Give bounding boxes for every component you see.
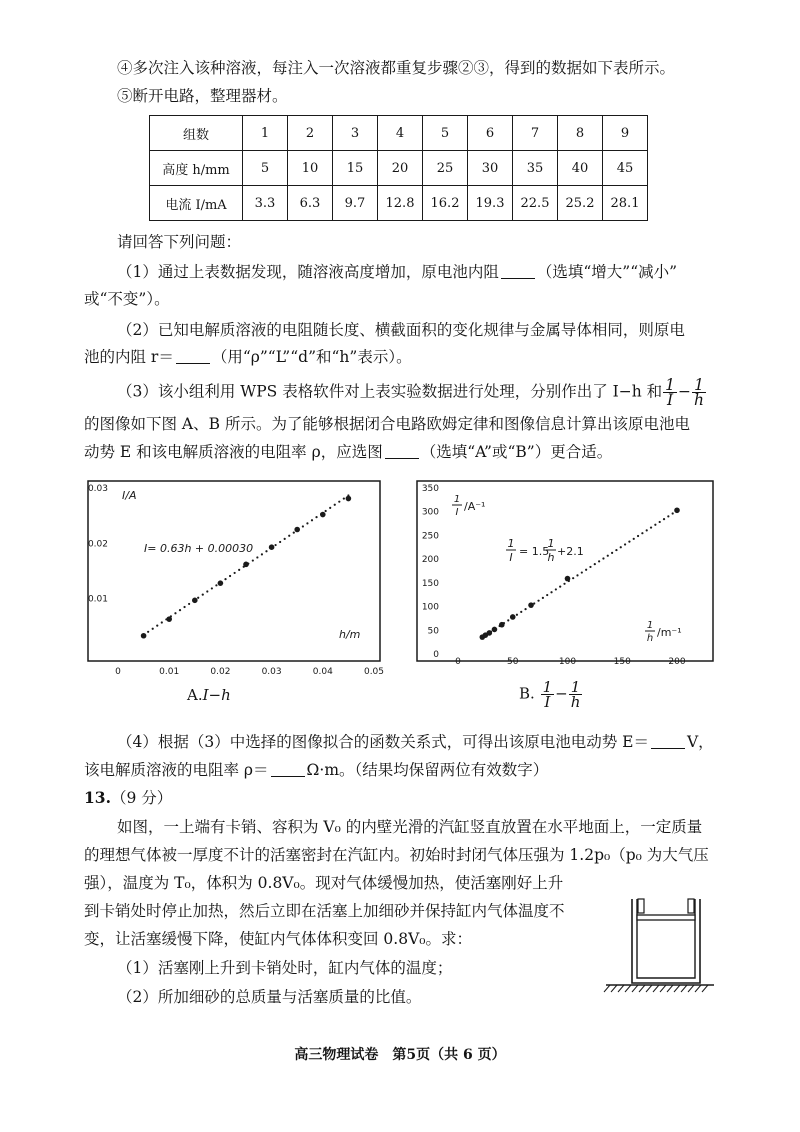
trendline-dot (238, 569, 240, 571)
trendline-dot (188, 603, 190, 605)
table-row (150, 186, 648, 221)
problem-13-text: 变，让活塞缓慢下降，使缸内气体体积变回 0.8V₀。求： (84, 930, 472, 948)
page-footer: 高三物理试卷 第5页（共 6 页） (294, 1047, 506, 1063)
problem-13-text: 强），温度为 T₀，体积为 0.8V₀。现对气体缓慢加热，使活塞刚好上升 (84, 874, 564, 892)
table-cell: 3 (333, 116, 378, 151)
trendline-dot (334, 504, 336, 506)
eq-frac-num: 1 (507, 537, 515, 550)
trendline-dot (615, 549, 617, 551)
table-cell: 1 (243, 116, 288, 151)
trendline-dot (174, 612, 176, 614)
hatch-line (695, 985, 701, 992)
trendline-dot (550, 591, 552, 593)
x-tick-label: 0.03 (261, 667, 282, 677)
question-3-cont: 的图像如下图 A、B 所示。为了能够根据闭合电路欧姆定律和图像信息计算出该原电池电 (84, 415, 690, 433)
ground-hatch (604, 985, 708, 992)
x-tick-label: 0 (115, 667, 121, 677)
trendline-dot (315, 516, 317, 518)
trendline-dot (624, 543, 626, 545)
q2-text: 池的内阻 r＝ (84, 348, 174, 366)
trendline-dot (279, 541, 281, 543)
hatch-line (625, 985, 631, 992)
trendline-dot (598, 560, 600, 562)
problem-13-text: 的理想气体被一厚度不计的活塞密封在汽缸内。初始时封闭气体压强为 1.2p₀（p₀ 为大气压 (84, 846, 709, 864)
frac-den: I (544, 693, 551, 711)
problem-13-q2: （2）所加细砂的总质量与活塞质量的比值。 (117, 988, 422, 1006)
x-tick-label: 0.05 (363, 667, 384, 677)
data-point (294, 527, 300, 533)
q4-text: （4）根据（3）中选择的图像拟合的函数关系式，可得出该原电池电动势 E＝ (117, 733, 649, 751)
table-cell: 25.2 (558, 186, 603, 221)
hatch-line (653, 985, 659, 992)
data-point (674, 507, 680, 513)
table-cell: 3.3 (243, 186, 288, 221)
table-cell: 6.3 (288, 186, 333, 221)
trendline-dot (672, 512, 674, 514)
eq-frac2-den: h (547, 551, 555, 564)
trendline-dot (659, 521, 661, 523)
questions-intro: 请回答下列问题： (117, 233, 242, 251)
question-3-cont2 (84, 442, 612, 462)
question-1-cont: 或“不变”）。 (84, 290, 170, 308)
trendline-dot (546, 594, 548, 596)
hatch-line (667, 985, 673, 992)
trendline-dot (663, 518, 665, 520)
trendline-dot (284, 538, 286, 540)
y-tick-label: 200 (421, 555, 439, 566)
data-table (149, 115, 648, 221)
question-3-line (117, 378, 707, 407)
trendline-dot (537, 600, 539, 602)
data-point (166, 616, 172, 622)
frac-den: h (694, 391, 705, 409)
table-cell: 9.7 (333, 186, 378, 221)
hatch-line (674, 985, 680, 992)
x-tick-label: 100 (558, 657, 577, 667)
eq-frac2-num: 1 (547, 537, 555, 550)
data-point (218, 580, 224, 586)
cylinder-diagram (600, 895, 720, 995)
trendline-dot (288, 535, 290, 537)
data-point (499, 622, 505, 628)
trendline-dot (507, 619, 509, 621)
answer-blank (385, 444, 419, 459)
piston (637, 915, 695, 920)
frac-dash: − (678, 382, 692, 401)
chart-b-caption (519, 680, 583, 709)
table-cell: 高度 h/mm (150, 151, 243, 186)
q4-unit2: Ω·m。（结果均保留两位有效数字） (306, 761, 549, 779)
answer-blank (271, 762, 305, 777)
eq-intercept: +2.1 (557, 545, 584, 558)
hatch-line (618, 985, 624, 992)
table-cell: 20 (378, 151, 423, 186)
trendline-dot (274, 544, 276, 546)
table-cell: 7 (513, 116, 558, 151)
table-cell: 电流 I/mA (150, 186, 243, 221)
frac-num: 1 (542, 678, 553, 696)
trendline-dot (306, 522, 308, 524)
problem-13-text: 到卡销处时停止加热，然后立即在活塞上加细砂并保持缸内气体温度不 (84, 902, 565, 920)
y-tick-label: 0.03 (87, 484, 108, 494)
fraction-1-over-h (692, 378, 706, 407)
problem-13-text: 如图，一上端有卡销、容积为 V₀ 的内壁光滑的汽缸竖直放置在水平地面上，一定质量 (117, 818, 703, 836)
eq-coef: = 1.5 (519, 545, 550, 558)
table-cell: 8 (558, 116, 603, 151)
y-tick-label: 250 (421, 531, 439, 542)
question-2-cont (84, 347, 412, 367)
trendline-dot (211, 587, 213, 589)
trendline-dot (520, 611, 522, 613)
trendline-dot (156, 625, 158, 627)
answer-blank (501, 264, 535, 279)
trendline-dot (637, 535, 639, 537)
trendline-dot (516, 614, 518, 616)
table-cell: 9 (603, 116, 648, 151)
table-cell: 2 (288, 116, 333, 151)
q1-options: （选填“增大”“减小” (536, 263, 678, 281)
x-tick-label: 0.02 (210, 667, 231, 677)
trendline-dot (338, 501, 340, 503)
trendline-dot (252, 559, 254, 561)
trendline-dot (234, 572, 236, 574)
data-point (141, 633, 147, 639)
data-point (565, 576, 571, 582)
q2-hint: （用“ρ”“L”“d”和“h”表示）。 (211, 348, 412, 366)
table-cell: 40 (558, 151, 603, 186)
table-cell: 4 (378, 116, 423, 151)
y-tick-label: 0 (433, 650, 439, 660)
trendline-dot (572, 577, 574, 579)
frac-den: I (667, 391, 674, 409)
trendline-dot (293, 532, 295, 534)
trendline-dot (555, 588, 557, 590)
trendline-dot (183, 606, 185, 608)
trendline-dot (229, 575, 231, 577)
hatch-line (681, 985, 687, 992)
table-row (150, 116, 648, 151)
y-tick-label: 300 (421, 507, 439, 518)
x-axis-unit: /m⁻¹ (657, 626, 682, 639)
trendline-dot (197, 597, 199, 599)
table-cell: 5 (423, 116, 468, 151)
caption-prefix: B. (519, 684, 535, 703)
trendline-dot (667, 515, 669, 517)
trendline-dot (576, 574, 578, 576)
trendline-dot (628, 541, 630, 543)
hatch-line (604, 985, 610, 992)
x-axis-label: h/m (339, 628, 361, 641)
y-tick-label: 150 (421, 578, 439, 589)
table-cell: 45 (603, 151, 648, 186)
x-tick-label: 0 (455, 657, 461, 667)
trendline-dot (302, 525, 304, 527)
trendline-dot (646, 529, 648, 531)
data-point (510, 614, 516, 620)
trendline-dot (524, 608, 526, 610)
trendline-dot (215, 584, 217, 586)
hatch-line (639, 985, 645, 992)
q3-text2: 动势 E 和该电解质溶液的电阻率 ρ，应选图 (84, 443, 383, 461)
table-cell: 12.8 (378, 186, 423, 221)
trendline-dot (206, 590, 208, 592)
hatch-line (632, 985, 638, 992)
trendline-dot (265, 550, 267, 552)
hatch-line (702, 985, 708, 992)
frac-num: 1 (569, 680, 583, 695)
step-5: ⑤断开电路，整理器材。 (117, 87, 288, 105)
q3-options: （选填“A”或“B”）更合适。 (420, 443, 613, 461)
trendline-dot (650, 526, 652, 528)
answer-blank (651, 734, 685, 749)
step-4: ④多次注入该种溶液，每注入一次溶液都重复步骤②③，得到的数据如下表所示。 (117, 59, 676, 77)
hatch-line (611, 985, 617, 992)
trendline-dot (542, 597, 544, 599)
table-row (150, 151, 648, 186)
table-cell: 22.5 (513, 186, 558, 221)
trendline-dot (343, 497, 345, 499)
y-tick-label: 350 (421, 484, 439, 494)
data-point (243, 562, 249, 568)
frac-num: 1 (692, 378, 706, 393)
trendline-dot (602, 557, 604, 559)
frac-num: 1 (665, 376, 676, 394)
data-point (528, 602, 534, 608)
trendline-dot (311, 519, 313, 521)
table-cell: 35 (513, 151, 558, 186)
q4-unit: V， (686, 733, 714, 751)
table-cell: 30 (468, 151, 513, 186)
question-1-line (117, 262, 677, 282)
trendline-dot (161, 621, 163, 623)
y-tick-label: 50 (427, 626, 439, 637)
table-cell: 19.3 (468, 186, 513, 221)
hatch-line (688, 985, 694, 992)
fraction-1-over-I (541, 680, 555, 709)
table-cell: 15 (333, 151, 378, 186)
data-point (346, 496, 352, 502)
x-tick-label: 50 (507, 657, 519, 667)
table-cell: 组数 (150, 116, 243, 151)
trendline-dot (202, 594, 204, 596)
problem-number: 13. (84, 788, 111, 807)
y-tick-label: 0.01 (87, 594, 108, 605)
question-2-line: （2）已知电解质溶液的电阻随长度、横截面积的变化规律与金属导体相同，则原电 (117, 321, 685, 339)
trendline-dot (559, 586, 561, 588)
trendline-dot (654, 524, 656, 526)
question-4-line (117, 732, 714, 752)
trendline-dot (147, 631, 149, 633)
chart-a-caption (187, 686, 231, 704)
trendline-dot (325, 510, 327, 512)
trendline-dot (611, 552, 613, 554)
trendline-dot (589, 566, 591, 568)
problem-score: （9 分） (110, 789, 173, 807)
fraction-1-over-I (663, 378, 677, 407)
caption-prefix: A. (187, 686, 203, 704)
trendline-dot (620, 546, 622, 548)
chart-a-frame (88, 481, 380, 661)
eq-frac-den: I (509, 551, 513, 564)
x-tick-label: 150 (613, 657, 631, 667)
trendline-dot (633, 538, 635, 540)
trendline-dot (585, 569, 587, 571)
fit-equation: I= 0.63h + 0.00030 (144, 542, 254, 555)
fraction-1-over-h (569, 680, 583, 709)
y-axis-frac-den: I (455, 507, 459, 518)
trendline-dot (261, 553, 263, 555)
frac-dash: − (555, 684, 568, 703)
y-tick-label: 0.02 (87, 539, 108, 550)
question-4-cont (84, 760, 548, 780)
data-point (269, 544, 275, 550)
table-cell: 6 (468, 116, 513, 151)
table-cell: 16.2 (423, 186, 468, 221)
chart-b (405, 478, 715, 688)
x-tick-label: 200 (668, 657, 686, 667)
right-pin (688, 899, 694, 913)
trendline-dot (563, 583, 565, 585)
cylinder-inner-wall (637, 899, 695, 978)
x-tick-label: 0.01 (159, 667, 180, 677)
problem-13-q1: （1）活塞刚上升到卡销处时，缸内气体的温度； (117, 959, 453, 977)
trendline-dot (581, 571, 583, 573)
x-axis-frac-num: 1 (646, 620, 654, 631)
y-tick-label: 100 (421, 602, 439, 613)
trendline-dot (152, 628, 154, 630)
hatch-line (646, 985, 652, 992)
trendline-dot (594, 563, 596, 565)
data-point (492, 627, 498, 633)
table-cell: 10 (288, 151, 333, 186)
data-point (320, 512, 326, 518)
q4-text2: 该电解质溶液的电阻率 ρ＝ (84, 761, 269, 779)
trendline-dot (224, 578, 226, 580)
trendline-dot (256, 556, 258, 558)
table-cell: 5 (243, 151, 288, 186)
q3-text: （3）该小组利用 WPS 表格软件对上表实验数据进行处理，分别作出了 I−h 和 (117, 382, 663, 401)
left-pin (638, 899, 644, 913)
table-cell: 28.1 (603, 186, 648, 221)
trendline-dot (607, 555, 609, 557)
answer-blank (176, 349, 210, 364)
trendline-dot (641, 532, 643, 534)
data-point (192, 598, 198, 604)
hatch-line (660, 985, 666, 992)
frac-den: h (570, 693, 581, 711)
data-point (480, 634, 486, 640)
x-axis-frac-den: h (646, 633, 654, 644)
table-cell: 25 (423, 151, 468, 186)
q1-text: （1）通过上表数据发现，随溶液高度增加，原电池内阻 (117, 263, 499, 281)
trendline-dot (329, 507, 331, 509)
y-axis-label: I/A (122, 489, 137, 502)
chart-a (84, 478, 384, 688)
x-tick-label: 0.04 (312, 667, 333, 677)
y-axis-unit: /A⁻¹ (464, 500, 486, 513)
trendline-dot (179, 609, 181, 611)
problem-13-header (84, 788, 172, 808)
y-axis-frac-num: 1 (453, 494, 461, 505)
caption-label: I−h (202, 686, 231, 704)
